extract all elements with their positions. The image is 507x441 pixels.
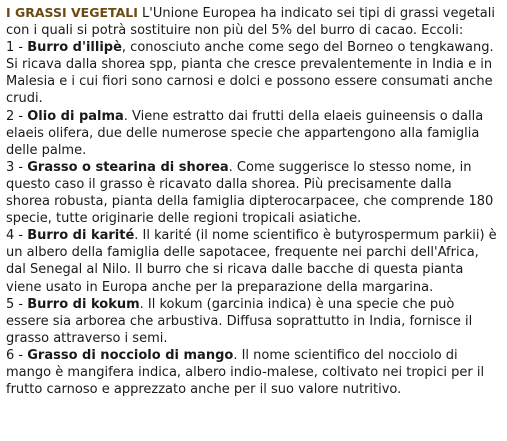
list-item bbox=[6, 347, 499, 398]
item-title: Grasso o stearina di shorea bbox=[27, 159, 229, 175]
item-number: 1 - bbox=[6, 40, 28, 56]
section-heading: I GRASSI VEGETALI bbox=[6, 5, 138, 20]
item-number: 3 - bbox=[6, 159, 28, 175]
item-title: Burro d'illipè bbox=[27, 40, 122, 56]
item-number: 5 - bbox=[6, 296, 28, 312]
list-item bbox=[6, 296, 499, 347]
item-title: Burro di kokum bbox=[27, 296, 140, 312]
item-text: . Viene estratto dai frutti della elaeis guineensis o dalla elaeis olifera, due delle numerose specie che appartengono alla famiglia delle palme. bbox=[6, 108, 484, 158]
intro-text: L'Unione Europea ha indicato sei tipi di grassi vegetali con i quali si potrà sostituire non più del 5% del burro di cacao. Eccoli: bbox=[6, 6, 495, 39]
item-number: 4 - bbox=[6, 228, 28, 244]
list-item bbox=[6, 159, 499, 227]
item-number: 6 - bbox=[6, 347, 28, 363]
intro-paragraph bbox=[6, 4, 499, 39]
item-title: Grasso di nocciolo di mango bbox=[27, 347, 234, 363]
item-title: Burro di karité bbox=[27, 228, 135, 244]
item-text: , conosciuto anche come sego del Borneo o tengkawang. Si ricava dalla shorea spp, pianta che cresce prevalentemente in India e in Malesia e i cui fiori sono carnosi e dolci e possono essere consumati anche crudi. bbox=[6, 40, 494, 107]
item-text: . Il kokum (garcinia indica) è una specie che può essere sia arborea che arbustiva. Diffusa soprattutto in India, fornisce il grasso attraverso i semi. bbox=[6, 296, 473, 346]
item-title: Olio di palma bbox=[27, 108, 124, 124]
list-item bbox=[6, 108, 499, 159]
item-number: 2 - bbox=[6, 108, 28, 124]
item-text: . Come suggerisce lo stesso nome, in questo caso il grasso è ricavato dalla shorea. Più precisamente dalla shorea robusta, pianta della famiglia dipterocarpacee, che comprende 180 specie, tutte originarie delle regioni tropicali asiatiche. bbox=[6, 159, 494, 227]
item-text: . Il karité (il nome scientifico è butyrospermum parkii) è un albero della famiglia delle sapotacee, frequente nei parchi dell'Africa, dal Senegal al Nilo. Il burro che si ricava dalle bacche di questa pianta viene usato in Europa anche per la preparazione della margarina. bbox=[6, 228, 497, 295]
list-item bbox=[6, 39, 499, 107]
list-item bbox=[6, 227, 499, 295]
item-text: . Il nome scientifico del nocciolo di mango è mangifera indica, albero indio-malese, coltivato nei tropici per il frutto carnoso e apprezzato anche per il suo valore nutritivo. bbox=[6, 347, 485, 398]
